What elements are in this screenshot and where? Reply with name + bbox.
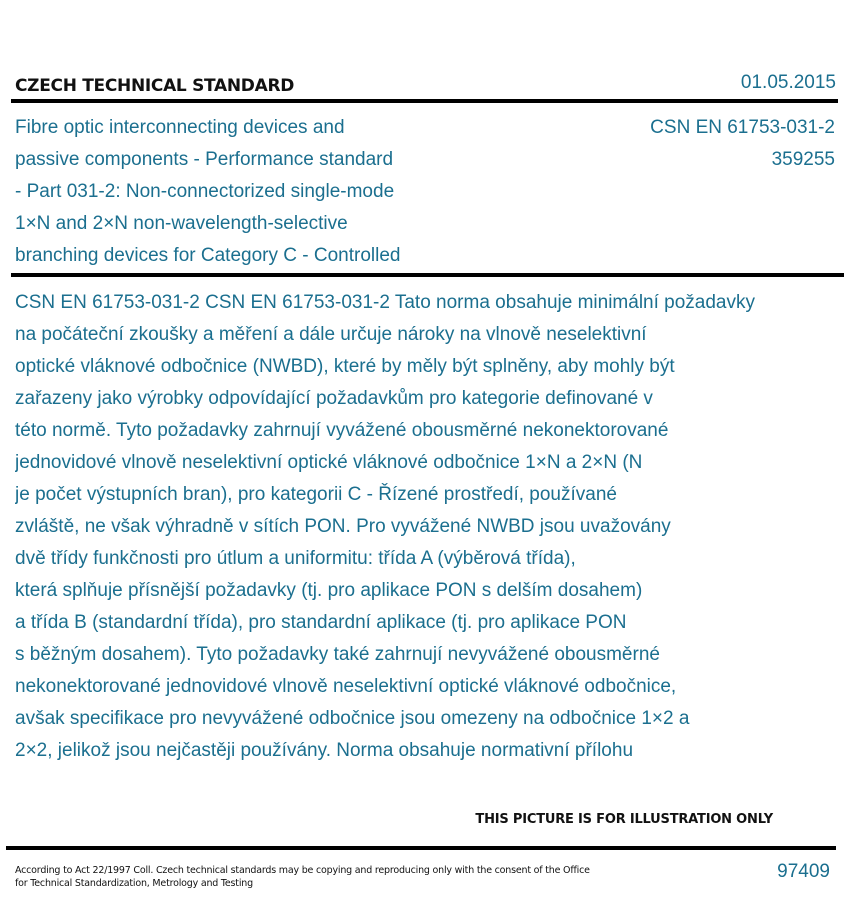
abstract-line: která splňuje přísnější požadavky (tj. pro aplikace PON s delším dosahem) xyxy=(15,580,643,601)
abstract-line: jednovidové vlnově neselektivní optické vláknové odbočnice 1×N a 2×N (N xyxy=(15,452,643,473)
legal-line: for Technical Standardization, Metrology and Testing xyxy=(15,878,253,889)
standard-title xyxy=(15,112,485,272)
title-line: passive components - Performance standard xyxy=(15,149,394,170)
footer-rule xyxy=(6,846,836,850)
standard-type-label: CZECH TECHNICAL STANDARD xyxy=(15,76,295,96)
publication-date: 01.05.2015 xyxy=(740,72,836,93)
abstract-line: dvě třídy funkčnosti pro útlum a uniformitu: třída A (výběrová třída), xyxy=(15,548,576,569)
abstract-line: této normě. Tyto požadavky zahrnují vyvážené obousměrné nekonektorované xyxy=(15,420,669,441)
abstract-line: nekonektorované jednovidové vlnově neselektivní optické vláknové odbočnice, xyxy=(15,676,677,697)
illustration-note: THIS PICTURE IS FOR ILLUSTRATION ONLY xyxy=(475,812,773,827)
legal-line: According to Act 22/1997 Coll. Czech technical standards may be copying and reproducing only with the consent of the Office xyxy=(15,865,590,876)
abstract-line: s běžným dosahem). Tyto požadavky také zahrnují nevyvážené obousměrné xyxy=(15,644,660,665)
abstract-line: CSN EN 61753-031-2 CSN EN 61753-031-2 Tato norma obsahuje minimální požadavky xyxy=(15,292,755,313)
title-line: 1×N and 2×N non-wavelength-selective xyxy=(15,213,348,234)
abstract-line: je počet výstupních bran), pro kategorii C - Řízené prostředí, používané xyxy=(15,484,617,505)
abstract-line: zvláště, ne však výhradně v sítích PON. Pro vyvážené NWBD jsou uvažovány xyxy=(15,516,671,537)
standard-abstract xyxy=(15,287,865,767)
standard-codes xyxy=(505,112,835,176)
standard-number: CSN EN 61753-031-2 xyxy=(650,117,835,138)
abstract-line: a třída B (standardní třída), pro standardní aplikace (tj. pro aplikace PON xyxy=(15,612,627,633)
title-line: - Part 031-2: Non-connectorized single-mode xyxy=(15,181,395,202)
abstract-line: 2×2, jelikož jsou nejčastěji používány. Norma obsahuje normativní přílohu xyxy=(15,740,634,761)
abstract-line: avšak specifikace pro nevyvážené odbočnice jsou omezeny na odbočnice 1×2 a xyxy=(15,708,690,729)
abstract-line: na počáteční zkoušky a měření a dále určuje nároky na vlnově neselektivní xyxy=(15,324,647,345)
classification-number: 359255 xyxy=(771,149,835,170)
catalog-number: 97409 xyxy=(777,861,830,882)
title-rule xyxy=(11,273,844,277)
legal-notice xyxy=(15,864,615,890)
header-rule xyxy=(11,99,838,103)
title-line: branching devices for Category C - Controlled xyxy=(15,245,401,266)
abstract-line: zařazeny jako výrobky odpovídající požadavkům pro kategorie definované v xyxy=(15,388,653,409)
title-line: Fibre optic interconnecting devices and xyxy=(15,117,345,138)
abstract-line: optické vláknové odbočnice (NWBD), které by měly být splněny, aby mohly být xyxy=(15,356,675,377)
